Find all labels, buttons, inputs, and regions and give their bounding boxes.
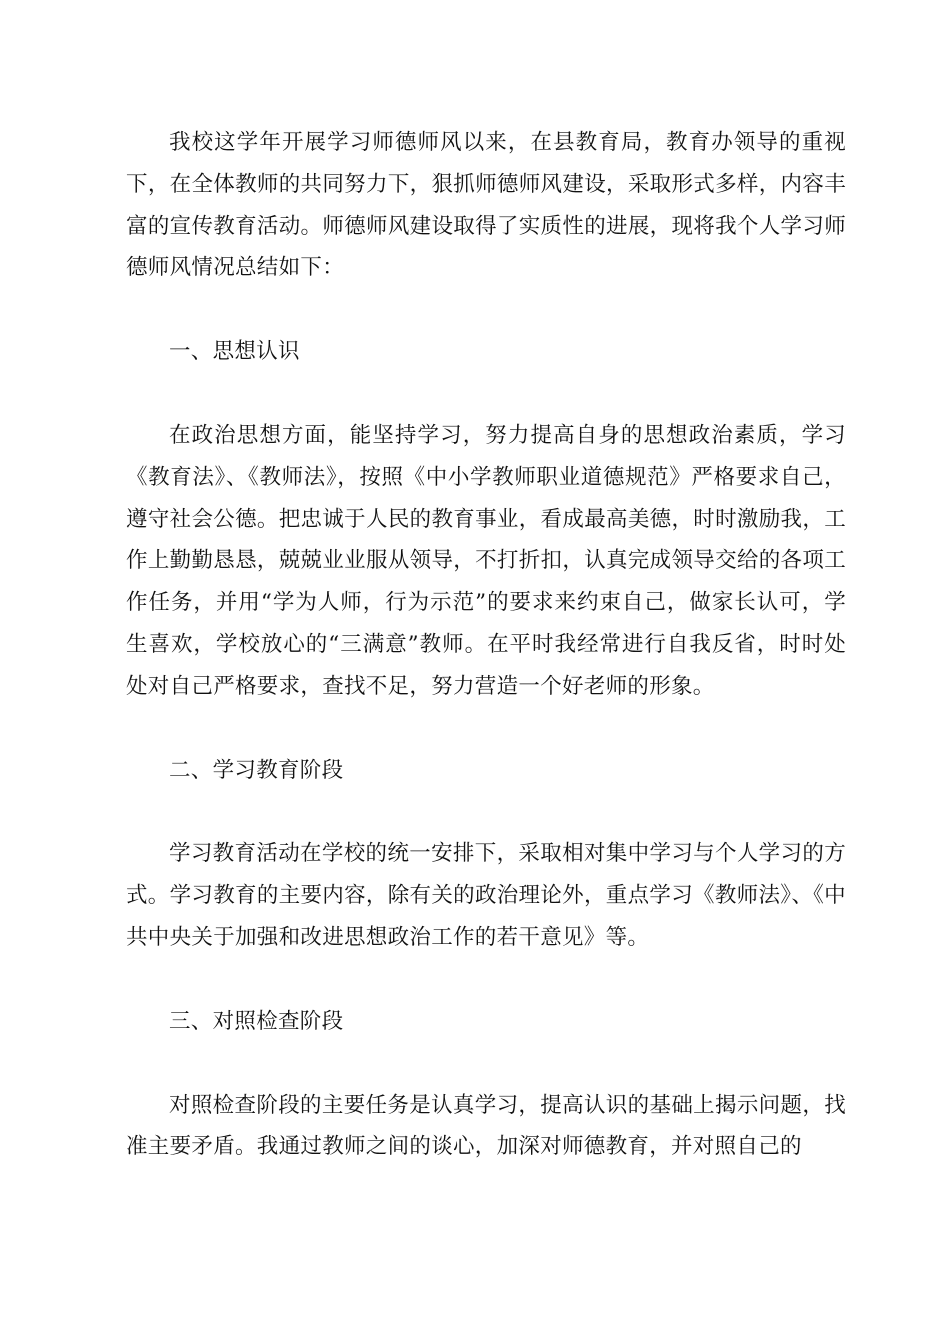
paragraph-gap — [126, 791, 846, 833]
section-body-study: 学习教育活动在学校的统一安排下，采取相对集中学习与个人学习的方式。学习教育的主要内容，除有关的政治理论外，重点学习《教师法》、《中共中央关于加强和改进思想政治工作的若干意见》等。 — [126, 841, 846, 950]
paragraph-gap — [126, 708, 846, 750]
section-body-thinking: 在政治思想方面，能坚持学习，努力提高自身的思想政治素质，学习《教育法》、《教师法》，按照《中小学教师职业道德规范》严格要求自己，遵守社会公德。把忠诚于人民的教育事业，看成最高美德，时时激励我，工作上勤勤恳恳，兢兢业业服从领导，不打折扣，认真完成领导交给的各项工作任务，并用“学为人师，行为示范”的要求来约束自己，做家长认可，学生喜欢，学校放心的“三满意”教师。在平时我经常进行自我反省，时时处处对自己严格要求，查找不足，努力营造一个好老师的形象。 — [126, 422, 846, 699]
intro-paragraph: 我校这学年开展学习师德师风以来，在县教育局，教育办领导的重视下，在全体教师的共同努力下，狠抓师德师风建设，采取形式多样，内容丰富的宣传教育活动。师德师风建设取得了实质性的进展，现将我个人学习师德师风情况总结如下： — [126, 130, 846, 281]
section-heading-thinking: 一、思想认识 — [169, 339, 300, 365]
section-heading-study: 二、学习教育阶段 — [169, 757, 344, 783]
section-heading-review: 三、对照检查阶段 — [169, 1008, 344, 1034]
paragraph-gap — [126, 373, 846, 415]
paragraph-gap — [126, 289, 846, 331]
section-body-review: 对照检查阶段的主要任务是认真学习，提高认识的基础上揭示问题，找准主要矛盾。我通过教师之间的谈心，加深对师德教育，并对照自己的 — [126, 1092, 846, 1160]
paragraph-gap — [126, 1043, 846, 1085]
document-page — [126, 122, 846, 1168]
paragraph-gap — [126, 959, 846, 1001]
